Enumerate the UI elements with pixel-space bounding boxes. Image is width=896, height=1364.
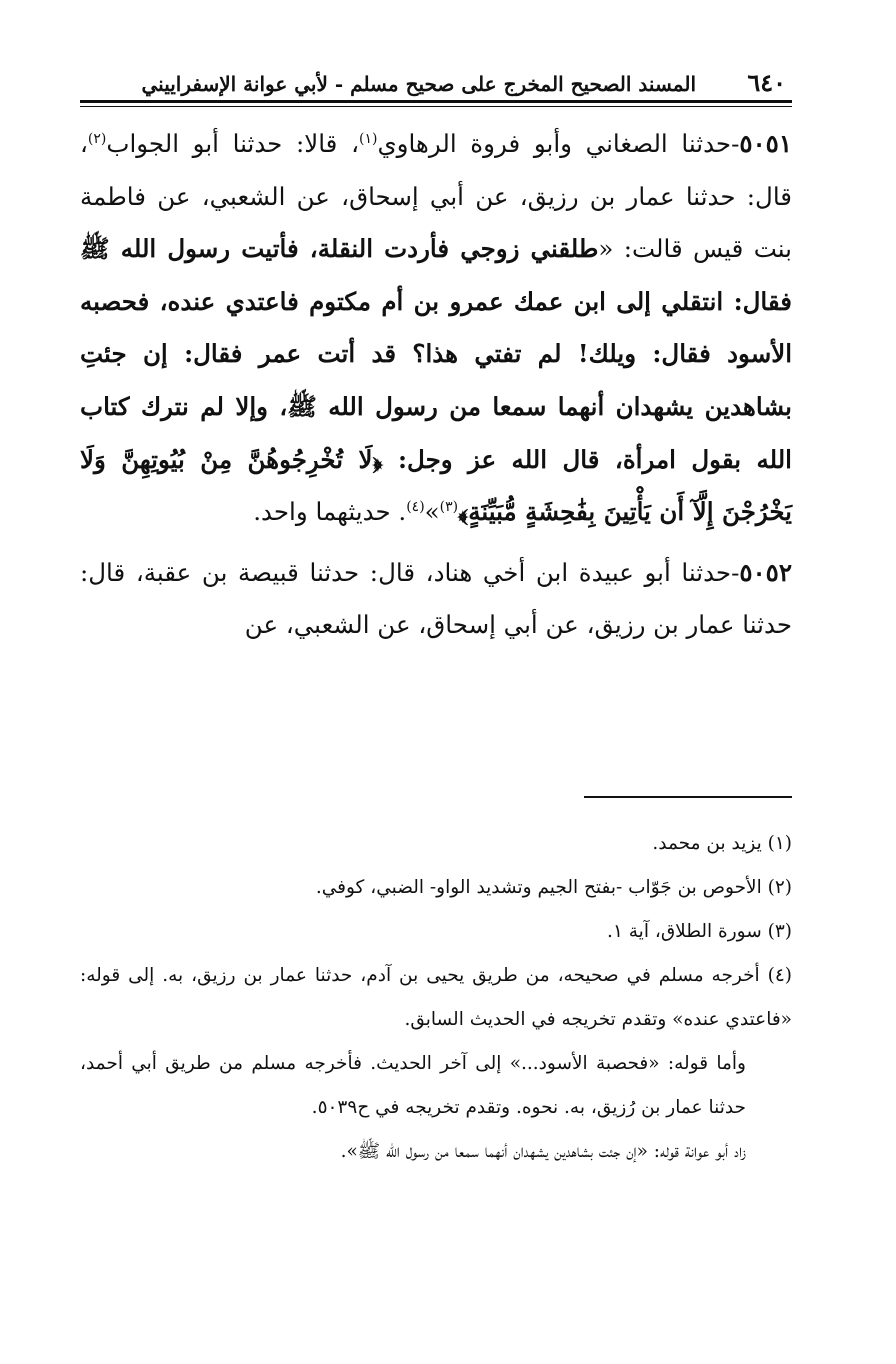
header-rule-thin [80, 106, 792, 107]
footnote-2 [80, 866, 792, 910]
quran-quote: ﴿لَا تُخْرِجُوهُنَّ مِنْ بُيُوتِهِنَّ وَلَا يَخْرُجْنَ إِلَّآ أَن يَأْتِينَ بِفَٰحِشَةٍ مُّبَيِّنَةٍ﴾ [80, 444, 792, 527]
footnote-4 [80, 954, 792, 1042]
footnote-3 [80, 910, 792, 954]
page-number: ٦٤٠ [747, 68, 786, 97]
footnote-1 [80, 822, 792, 866]
hadith-text: -حدثنا الصغاني وأبو فروة الرهاوي [377, 129, 740, 158]
footnote-ref: (٣) [439, 499, 459, 515]
main-text [80, 118, 792, 660]
footnote-mark: (٤) [767, 965, 792, 986]
footnote-mark: (١) [767, 833, 792, 854]
hadith-number: ٥٠٥١ [739, 129, 792, 158]
hadith-text: ، قال: حدثنا عمار بن رزيق، عن أبي إسحاق، عن الشعبي، عن فاطمة بنت قيس قالت: « [80, 129, 792, 264]
quote-close: » [424, 497, 440, 527]
header-rule [80, 100, 792, 103]
footnote-4-continuation: وأما قوله: «فحصبة الأسود...» إلى آخر الحديث. فأخرجه مسلم من طريق أبي أحمد، حدثنا عمار بن رُزيق، به. نحوه. وتقدم تخريجه في ح٥٠٣٩. [80, 1053, 746, 1118]
footnote-text: أخرجه مسلم في صحيحه، من طريق يحيى بن آدم، حدثنا عمار بن رزيق، به. إلى قوله: «فاعتدي عنده» وتقدم تخريجه في الحديث السابق. [80, 965, 792, 1030]
hadith-text: . حديثهما واحد. [253, 497, 407, 527]
footnote-4-continuation: زاد أبو عوانة قوله: «إن جئت بشاهدين يشهدان أنهما سمعا من رسول الله ﷺ». [340, 1141, 746, 1162]
hadith-text: ، قالا: حدثنا أبو الجواب [106, 129, 359, 158]
footnote-mark: (٢) [767, 877, 792, 898]
page-header [80, 68, 792, 104]
footnote-text: سورة الطلاق، آية ١. [607, 921, 762, 942]
footnote-ref: (٤) [406, 499, 425, 515]
footnote-text: يزيد بن محمد. [652, 833, 762, 854]
footnote-separator [584, 796, 792, 798]
footnotes [80, 822, 792, 1174]
footnote-ref: (٢) [87, 130, 107, 147]
hadith-text: -حدثنا أبو عبيدة ابن أخي هناد، قال: حدثنا قبيصة بن عقبة، قال: حدثنا عمار بن رزيق، عن أبي إسحاق، عن الشعبي، عن [80, 557, 792, 640]
hadith-number: ٥٠٥٢ [739, 557, 792, 587]
footnote-text: الأحوص بن جَوّاب -بفتح الجيم وتشديد الواو- الضبي، كوفي. [315, 877, 762, 898]
hadith-5052 [80, 547, 792, 652]
footnote-ref: (١) [358, 130, 378, 147]
hadith-5051 [80, 118, 792, 539]
running-title: المسند الصحيح المخرج على صحيح مسلم - لأبي عوانة الإسفراييني [141, 72, 696, 96]
hadith-matn: طلقني زوجي فأردت النقلة، فأتيت رسول الله ﷺ فقال: انتقلي إلى ابن عمك عمرو بن أم مكتوم فاعتدي عنده، فحصبه الأسود فقال: ويلك! لم تفتي هذا؟ قد أتت عمر فقال: إن جئتِ بشاهدين يشهدان أنهما سمعا من رسول الله ﷺ، وإلا لم نترك كتاب الله بقول امرأة، قال الله عز وجل: [80, 234, 792, 474]
footnote-mark: (٣) [767, 921, 792, 942]
